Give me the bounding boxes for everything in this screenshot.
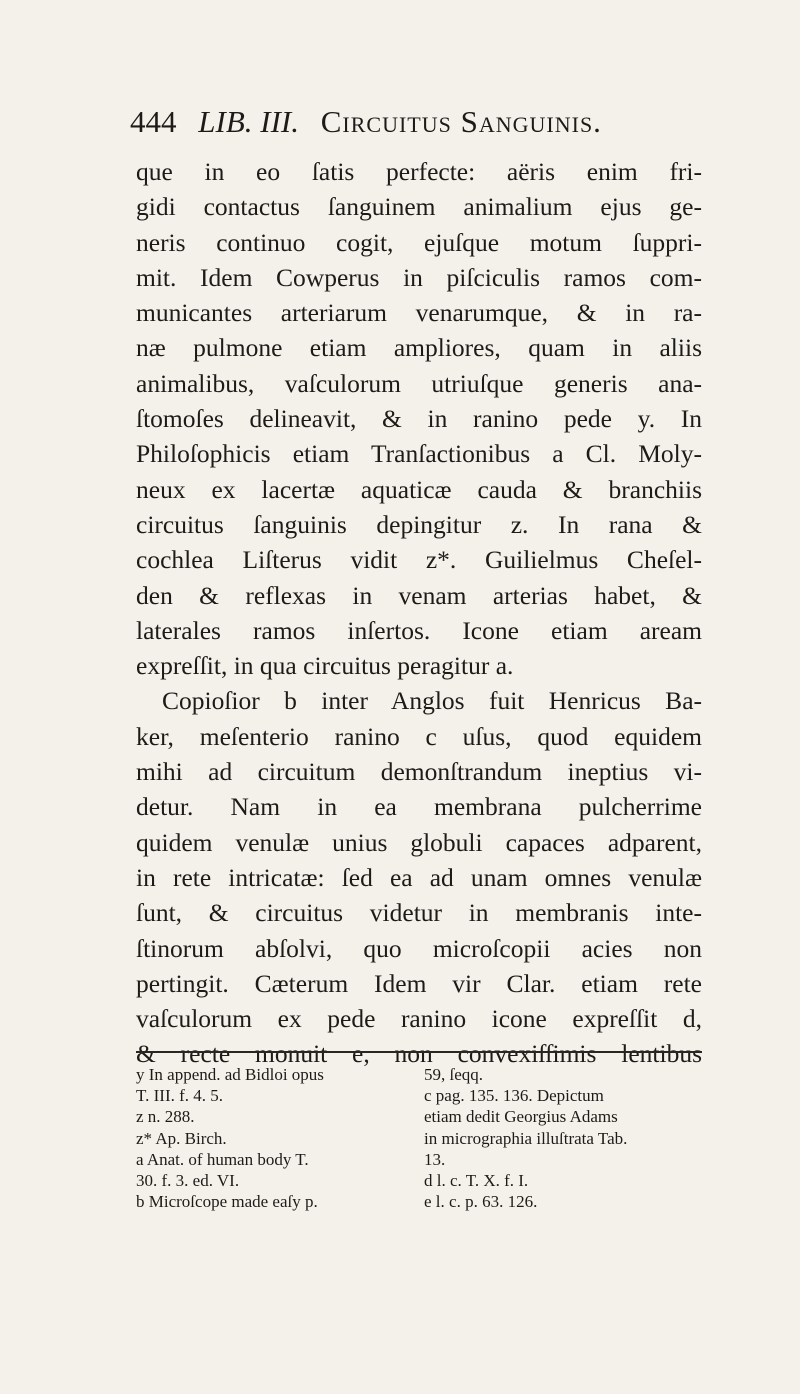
- text-line: circuitus ſanguinis depingitur z. In rana &: [136, 509, 702, 539]
- running-header: [130, 104, 710, 140]
- text-line: ſtinorum abſolvi, quo microſcopii acies non: [136, 933, 702, 963]
- text-line: mihi ad circuitum demonſtrandum ineptius vi-: [136, 757, 702, 787]
- main-text: [136, 154, 702, 1072]
- footnote-line: in micrographia illuſtrata Tab.: [424, 1128, 628, 1148]
- footnotes: [136, 1064, 702, 1212]
- text-line: expreſſit, in qua circuitus peragitur a.: [136, 651, 514, 681]
- footnote-line: b Microſcope made eaſy p.: [136, 1192, 318, 1212]
- text-line: pertingit. Cæterum Idem vir Clar. etiam rete: [136, 968, 702, 998]
- book-label: LIB. III.: [198, 104, 299, 139]
- text-line: neris continuo cogit, ejuſque motum ſuppri-: [136, 227, 702, 257]
- text-line: Philoſophicis etiam Tranſactionibus a Cl. Moly-: [136, 439, 702, 469]
- footnote-line: e l. c. p. 63. 126.: [424, 1192, 538, 1212]
- footnotes-right-column: [424, 1064, 702, 1212]
- text-line: næ pulmone etiam ampliores, quam in aliis: [136, 333, 702, 363]
- text-line: detur. Nam in ea membrana pulcherrime: [136, 792, 702, 822]
- footnote-line: 59, ſeqq.: [424, 1065, 484, 1084]
- text-line: ſtomoſes delineavit, & in ranino pede y. In: [136, 404, 702, 434]
- text-line: in rete intricatæ: ſed ea ad unam omnes venulæ: [136, 862, 702, 892]
- text-line: ker, meſenterio ranino c uſus, quod equidem: [136, 721, 702, 751]
- footnote-line: d l. c. T. X. f. I.: [424, 1171, 529, 1191]
- footnote-line: z* Ap. Birch.: [136, 1128, 227, 1148]
- text-line: municantes arteriarum venarumque, & in ra-: [136, 298, 702, 328]
- text-line: laterales ramos inſertos. Icone etiam aream: [136, 615, 702, 645]
- page-number: 444: [130, 104, 177, 139]
- text-line: mit. Idem Cowperus in piſciculis ramos com-: [136, 262, 702, 292]
- text-line: gidi contactus ſanguinem animalium ejus ge-: [136, 192, 702, 222]
- text-line: que in eo ſatis perfecte: aëris enim fri-: [136, 157, 702, 186]
- footnote-line: etiam dedit Georgius Adams: [424, 1107, 618, 1127]
- footnote-line: c pag. 135. 136. Depictum: [424, 1086, 604, 1106]
- footnote-line: 13.: [424, 1149, 446, 1169]
- footnotes-left-column: [136, 1064, 414, 1212]
- footnote-line: z n. 288.: [136, 1107, 195, 1127]
- text-line: neux ex lacertæ aquaticæ cauda & branchiis: [136, 474, 702, 504]
- text-line: den & reflexas in venam arterias habet, &: [136, 580, 702, 610]
- text-line: quidem venulæ unius globuli capaces adparent,: [136, 827, 702, 857]
- footnote-line: T. III. f. 4. 5.: [136, 1086, 224, 1106]
- text-line: & recte monuit e, non convexiſſimis lentibus: [136, 1039, 702, 1069]
- text-line: vaſculorum ex pede ranino icone expreſſit d,: [136, 1004, 702, 1034]
- running-title: Circuitus Sanguinis.: [320, 104, 602, 139]
- footnote-line: a Anat. of human body T.: [136, 1149, 309, 1169]
- text-line: Copioſior b inter Anglos fuit Henricus Ba-: [162, 686, 702, 716]
- footnote-divider: [136, 1051, 702, 1053]
- footnote-line: 30. f. 3. ed. VI.: [136, 1171, 240, 1191]
- text-line: ſunt, & circuitus videtur in membranis inte-: [136, 898, 702, 928]
- footnote-line: y In append. ad Bidloi opus: [136, 1065, 324, 1084]
- text-line: cochlea Liſterus vidit z*. Guilielmus Cheſel-: [136, 545, 702, 575]
- text-line: animalibus, vaſculorum utriuſque generis ana-: [136, 368, 702, 398]
